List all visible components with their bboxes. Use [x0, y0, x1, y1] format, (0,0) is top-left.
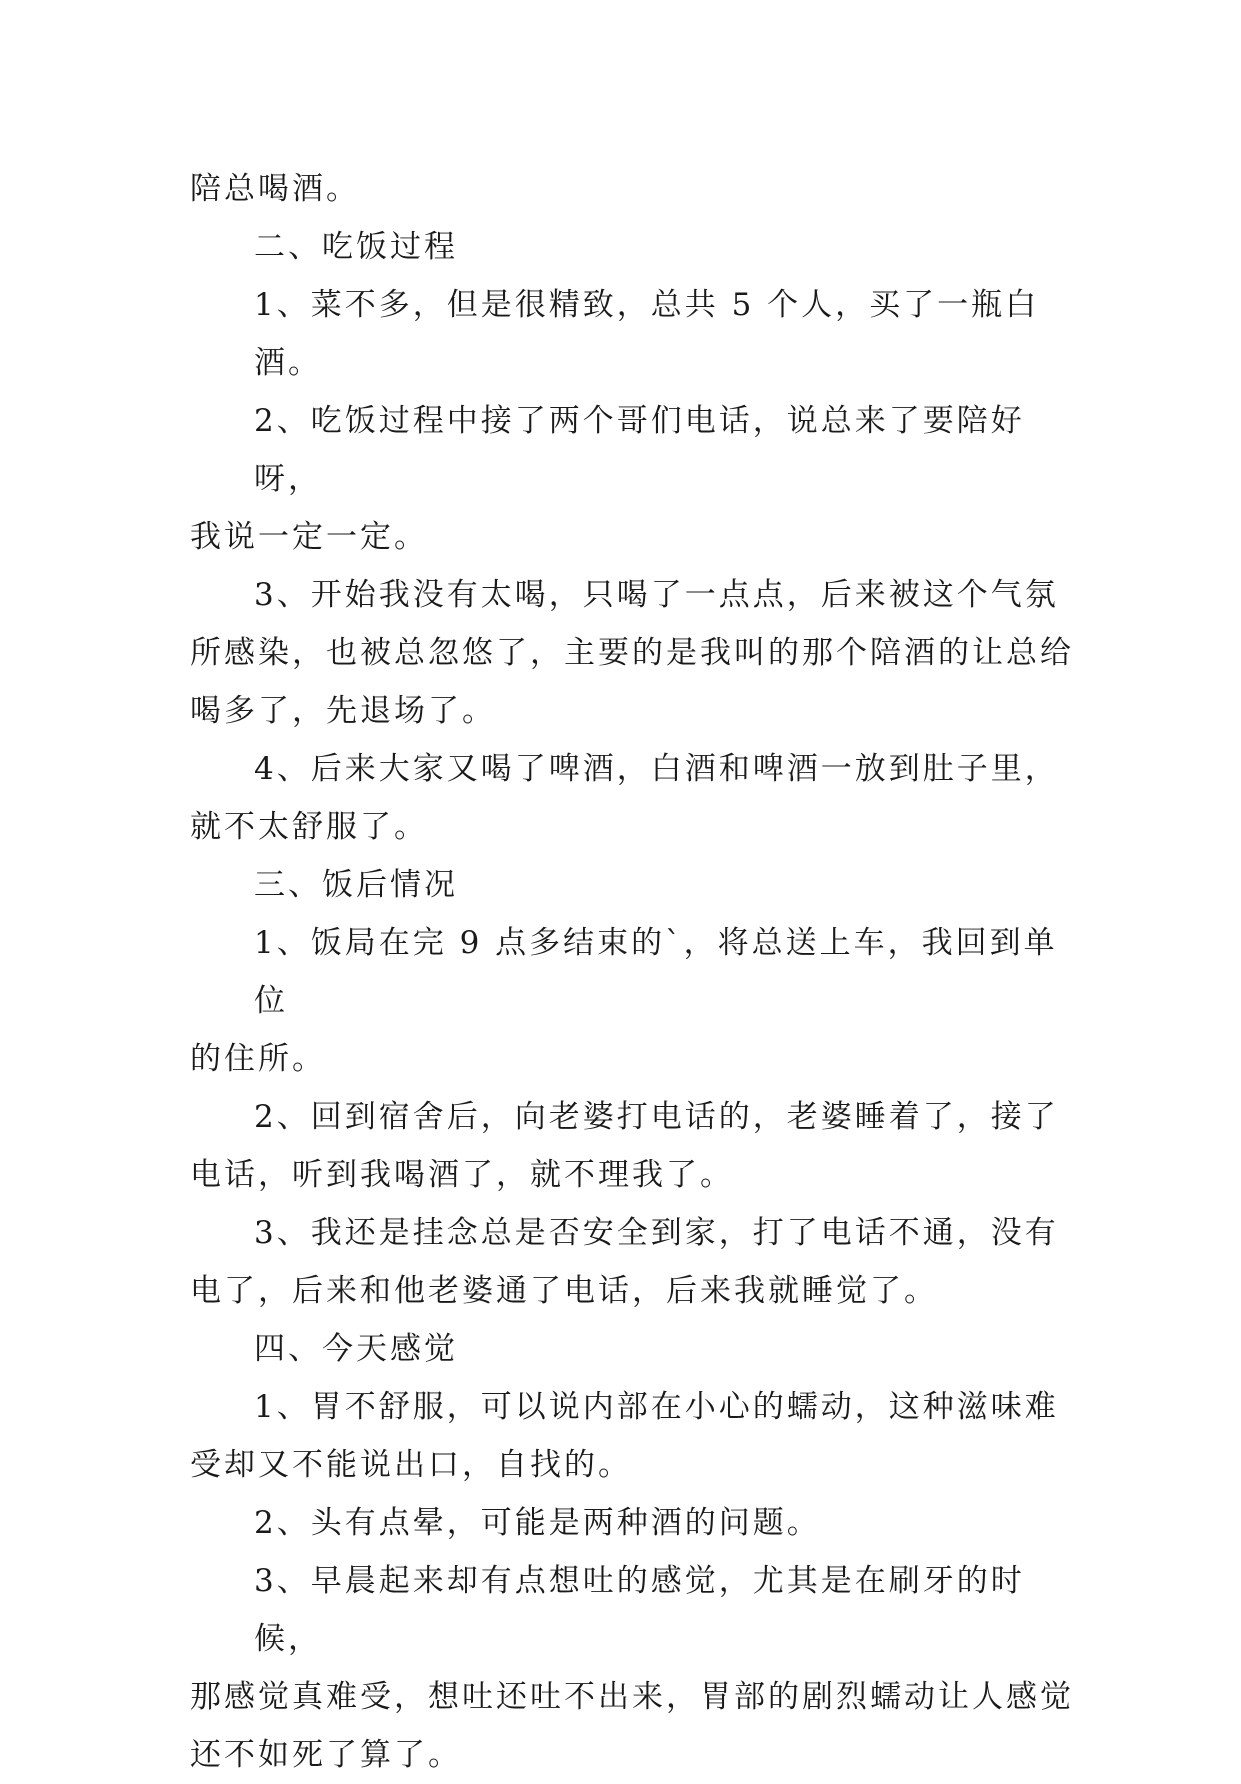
text-line: 电话，听到我喝酒了，就不理我了。	[190, 1157, 734, 1193]
text-line: 喝多了，先退场了。	[190, 693, 496, 729]
paragraph	[190, 276, 1090, 392]
section-heading	[190, 218, 1090, 276]
text-line: 1、饭局在完 9 点多结束的`，将总送上车，我回到单位	[254, 925, 1058, 1019]
text-line: 三、饭后情况	[254, 867, 458, 903]
text-line: 电了，后来和他老婆通了电话，后来我就睡觉了。	[190, 1273, 938, 1309]
paragraph	[190, 740, 1090, 856]
text-line: 陪总喝酒。	[190, 171, 360, 207]
paragraph	[190, 1204, 1090, 1320]
text-line: 4、后来大家又喝了啤酒，白酒和啤酒一放到肚子里，	[254, 751, 1059, 787]
text-line: 就不太舒服了。	[190, 809, 428, 845]
text-line: 还不如死了算了。	[190, 1737, 462, 1773]
paragraph	[190, 914, 1090, 1088]
text-line: 所感染，也被总忽悠了，主要的是我叫的那个陪酒的让总给	[190, 635, 1074, 671]
text-line: 我说一定一定。	[190, 519, 428, 555]
text-line: 2、回到宿舍后，向老婆打电话的，老婆睡着了，接了	[254, 1099, 1059, 1135]
paragraph	[190, 1552, 1090, 1784]
text-line: 二、吃饭过程	[254, 229, 458, 265]
text-line: 3、早晨起来却有点想吐的感觉，尤其是在刷牙的时候，	[254, 1563, 1025, 1657]
text-line: 2、头有点晕，可能是两种酒的问题。	[254, 1505, 821, 1541]
paragraph	[190, 1494, 1090, 1552]
section-heading	[190, 1320, 1090, 1378]
text-line: 1、胃不舒服，可以说内部在小心的蠕动，这种滋味难	[254, 1389, 1059, 1425]
paragraph	[190, 392, 1090, 566]
text-line: 受却又不能说出口，自找的。	[190, 1447, 632, 1483]
text-line: 2、吃饭过程中接了两个哥们电话，说总来了要陪好呀，	[254, 403, 1025, 497]
text-line: 那感觉真难受，想吐还吐不出来，胃部的剧烈蠕动让人感觉	[190, 1679, 1074, 1715]
text-line: 3、开始我没有太喝，只喝了一点点，后来被这个气氛	[254, 577, 1059, 613]
paragraph	[190, 160, 1090, 218]
text-line: 四、今天感觉	[254, 1331, 458, 1367]
section-heading	[190, 856, 1090, 914]
text-line: 1、菜不多，但是很精致，总共 5 个人，买了一瓶白酒。	[254, 287, 1040, 381]
paragraph	[190, 1378, 1090, 1494]
text-line: 3、我还是挂念总是否安全到家，打了电话不通，没有	[254, 1215, 1059, 1251]
paragraph	[190, 1088, 1090, 1204]
document-body	[190, 160, 1090, 1784]
text-line: 的住所。	[190, 1041, 326, 1077]
paragraph	[190, 566, 1090, 740]
